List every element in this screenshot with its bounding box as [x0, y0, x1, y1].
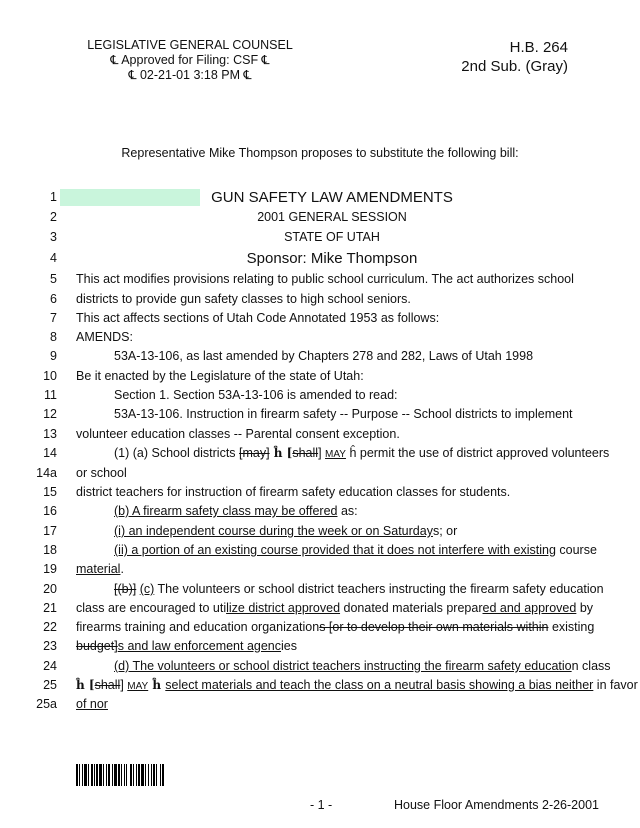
barcode-bar	[112, 764, 113, 786]
line-text: 53A-13-106. Instruction in firearm safety -- Purpose -- School districts to implement	[114, 407, 573, 421]
line-text: districts to provide gun safety classes to high school seniors.	[76, 292, 411, 306]
barcode-bar	[84, 764, 87, 786]
datetime-label: ℄ 02-21-01 3:18 PM ℄	[128, 68, 252, 82]
bill-line	[0, 637, 640, 656]
line-text	[114, 541, 604, 560]
bill-line	[0, 580, 640, 599]
barcode-bar	[151, 764, 152, 786]
bill-line	[0, 290, 640, 309]
substitute-label: 2nd Sub. (Gray)	[461, 58, 568, 75]
barcode-bar	[162, 764, 164, 786]
inserted-text: (c)	[139, 582, 155, 596]
bill-line	[0, 676, 640, 695]
bill-line	[0, 328, 640, 347]
bill-line	[0, 347, 640, 366]
text-run: (1) (a) School districts	[114, 446, 240, 460]
line-number: 25	[43, 678, 57, 692]
barcode-bar	[79, 764, 80, 786]
line-number: 21	[43, 601, 57, 615]
deleted-text: [(b)]	[114, 582, 137, 596]
inserted-text: material	[76, 562, 121, 576]
bracket-text: ]	[318, 446, 326, 460]
barcode-bar	[153, 764, 155, 786]
bill-line	[0, 386, 640, 405]
line-number: 22	[43, 620, 57, 634]
line-number: 19	[43, 562, 57, 576]
text-run: as:	[337, 504, 358, 518]
header-left	[60, 38, 320, 83]
inserted-text: (b) A firearm safety class may be offered	[114, 504, 338, 518]
text-run: in favor	[593, 678, 638, 692]
barcode-bar	[118, 764, 120, 786]
barcode-bar	[126, 764, 127, 786]
amendment-marker: ĥ [	[76, 678, 95, 692]
text-run: course	[555, 543, 597, 557]
barcode-bar	[160, 764, 161, 786]
text-run: firearms training and education organization	[76, 620, 320, 634]
line-text: 53A-13-106, as last amended by Chapters 278 and 282, Laws of Utah 1998	[114, 349, 534, 363]
line-text: This act modifies provisions relating to public school curriculum. The act authorizes school	[76, 272, 574, 286]
deleted-text: s [or to develop their own materials within	[319, 620, 549, 634]
line-text	[114, 657, 611, 676]
line-text	[76, 560, 604, 579]
line-text: Be it enacted by the Legislature of the state of Utah:	[76, 369, 364, 383]
inserted-text: select materials and teach the class on a neutral basis showing a bias neither	[165, 678, 594, 692]
approved-label: ℄ Approved for Filing: CSF ℄	[110, 53, 270, 67]
deleted-text: shall	[292, 446, 319, 460]
counsel-label: LEGISLATIVE GENERAL COUNSEL	[87, 38, 293, 52]
barcode-bar	[121, 764, 122, 786]
line-number: 25a	[36, 697, 57, 711]
line-number: 8	[50, 330, 57, 344]
bill-line	[0, 188, 640, 207]
text-run: by	[576, 601, 594, 615]
text-run: The volunteers or school district teachers instructing the firearm safety education	[154, 582, 604, 596]
inserted-text: s and law enforcement agenc	[117, 639, 282, 653]
barcode-bar	[148, 764, 149, 786]
bill-number: H.B. 264	[509, 39, 568, 56]
line-number: 9	[50, 349, 57, 363]
barcode-bar	[76, 764, 78, 786]
bill-line	[0, 208, 640, 227]
barcode-bar	[91, 764, 93, 786]
barcode-bar	[145, 764, 146, 786]
bill-line	[0, 309, 640, 328]
inserted-text: lize district approved	[226, 601, 341, 615]
line-text: This act affects sections of Utah Code Annotated 1953 as follows:	[76, 311, 440, 325]
bill-line	[0, 502, 640, 521]
amendment-footer: House Floor Amendments 2-26-2001	[394, 798, 599, 812]
deleted-text: budget]	[76, 639, 118, 653]
proposal-statement: Representative Mike Thompson proposes to substitute the following bill:	[121, 146, 519, 160]
bill-line	[0, 249, 640, 268]
bill-line	[0, 228, 640, 247]
barcode-bar	[156, 764, 157, 786]
bill-line	[0, 618, 640, 637]
sponsor-label: Sponsor: Mike Thompson	[246, 250, 418, 267]
line-text	[114, 580, 604, 599]
bill-line	[0, 483, 640, 502]
header-right	[461, 38, 568, 76]
barcode-graphic	[76, 764, 224, 786]
inserted-text: (i) an independent course during the week or on Saturday	[114, 524, 433, 538]
barcode-bar	[94, 764, 95, 786]
inserted-text: MAY	[325, 449, 346, 460]
bill-line	[0, 541, 640, 560]
barcode-bar	[106, 764, 107, 786]
inserted-text: ed and approved	[482, 601, 577, 615]
text-run: ies	[281, 639, 297, 653]
line-number: 3	[50, 230, 57, 244]
line-text	[76, 618, 604, 637]
line-number: 15	[43, 485, 57, 499]
text-run: class are encouraged to uti	[76, 601, 227, 615]
page-number: - 1 -	[310, 798, 333, 812]
deleted-text: shall	[94, 678, 121, 692]
line-text	[114, 444, 610, 464]
inserted-text: MAY	[127, 681, 149, 692]
barcode-bar	[82, 764, 83, 786]
bill-line	[0, 522, 640, 541]
bill-title: GUN SAFETY LAW AMENDMENTS	[211, 189, 453, 206]
deleted-text: [may]	[239, 446, 270, 460]
barcode-bar	[141, 764, 144, 786]
amendment-marker: ĥ [	[269, 446, 293, 460]
barcode-bar	[103, 764, 104, 786]
barcode-bar	[124, 764, 125, 786]
line-number: 18	[43, 543, 57, 557]
bracket-text: ]	[120, 678, 128, 692]
line-number: 14	[43, 446, 57, 460]
bill-line	[0, 425, 640, 444]
line-text	[76, 676, 638, 696]
text-run: .	[120, 562, 124, 576]
bill-line	[0, 599, 640, 618]
line-number: 4	[50, 251, 57, 265]
barcode-bar	[88, 764, 89, 786]
bill-line	[0, 695, 640, 714]
line-number: 14a	[36, 466, 57, 480]
text-run: donated materials prepar	[340, 601, 483, 615]
line-text: district teachers for instruction of firearm safety education classes for students.	[76, 485, 511, 499]
bill-line	[0, 405, 640, 424]
text-run: ĥ permit the use of district approved volunteers	[345, 446, 610, 460]
barcode-bar	[133, 764, 134, 786]
line-number: 23	[43, 639, 57, 653]
line-text	[76, 695, 604, 714]
session-label: 2001 GENERAL SESSION	[257, 210, 407, 224]
line-number: 2	[50, 210, 57, 224]
line-number: 6	[50, 292, 57, 306]
inserted-text: (d) The volunteers or school district teachers instructing the firearm safety educatio	[114, 659, 572, 673]
line-number: 12	[43, 407, 57, 421]
line-text	[114, 502, 604, 521]
barcode-bar	[108, 764, 110, 786]
line-text	[76, 599, 604, 618]
inserted-text: (ii) a portion of an existing course provided that it does not interfere with existing	[114, 543, 556, 557]
line-text: AMENDS:	[76, 330, 133, 344]
line-number: 1	[50, 190, 57, 204]
bill-line	[0, 270, 640, 289]
line-text	[76, 637, 604, 656]
line-number: 24	[43, 659, 57, 673]
text-run: s; or	[432, 524, 458, 538]
text-run: n class	[571, 659, 611, 673]
bill-line	[0, 560, 640, 579]
inserted-text: of nor	[76, 697, 108, 711]
barcode-bar	[96, 764, 98, 786]
barcode-bar	[138, 764, 140, 786]
line-number: 10	[43, 369, 57, 383]
barcode-bar	[130, 764, 132, 786]
line-text: or school	[76, 466, 127, 480]
state-label: STATE OF UTAH	[284, 230, 380, 244]
amendment-marker: ĥ	[148, 678, 166, 692]
line-number: 13	[43, 427, 57, 441]
bill-line	[0, 367, 640, 386]
line-number: 11	[44, 388, 57, 402]
line-number: 20	[43, 582, 57, 596]
line-number: 7	[50, 311, 57, 325]
barcode-bar	[99, 764, 102, 786]
line-number: 5	[50, 272, 57, 286]
bill-line	[0, 657, 640, 676]
line-number: 17	[43, 524, 57, 538]
text-run: existing	[548, 620, 595, 634]
bill-line	[0, 464, 640, 483]
line-text: Section 1. Section 53A-13-106 is amended to read:	[114, 388, 398, 402]
line-text: volunteer education classes -- Parental consent exception.	[76, 427, 400, 441]
barcode-bar	[136, 764, 137, 786]
line-number: 16	[43, 504, 57, 518]
bill-line	[0, 444, 640, 463]
line-text	[114, 522, 604, 541]
barcode-bar	[114, 764, 117, 786]
